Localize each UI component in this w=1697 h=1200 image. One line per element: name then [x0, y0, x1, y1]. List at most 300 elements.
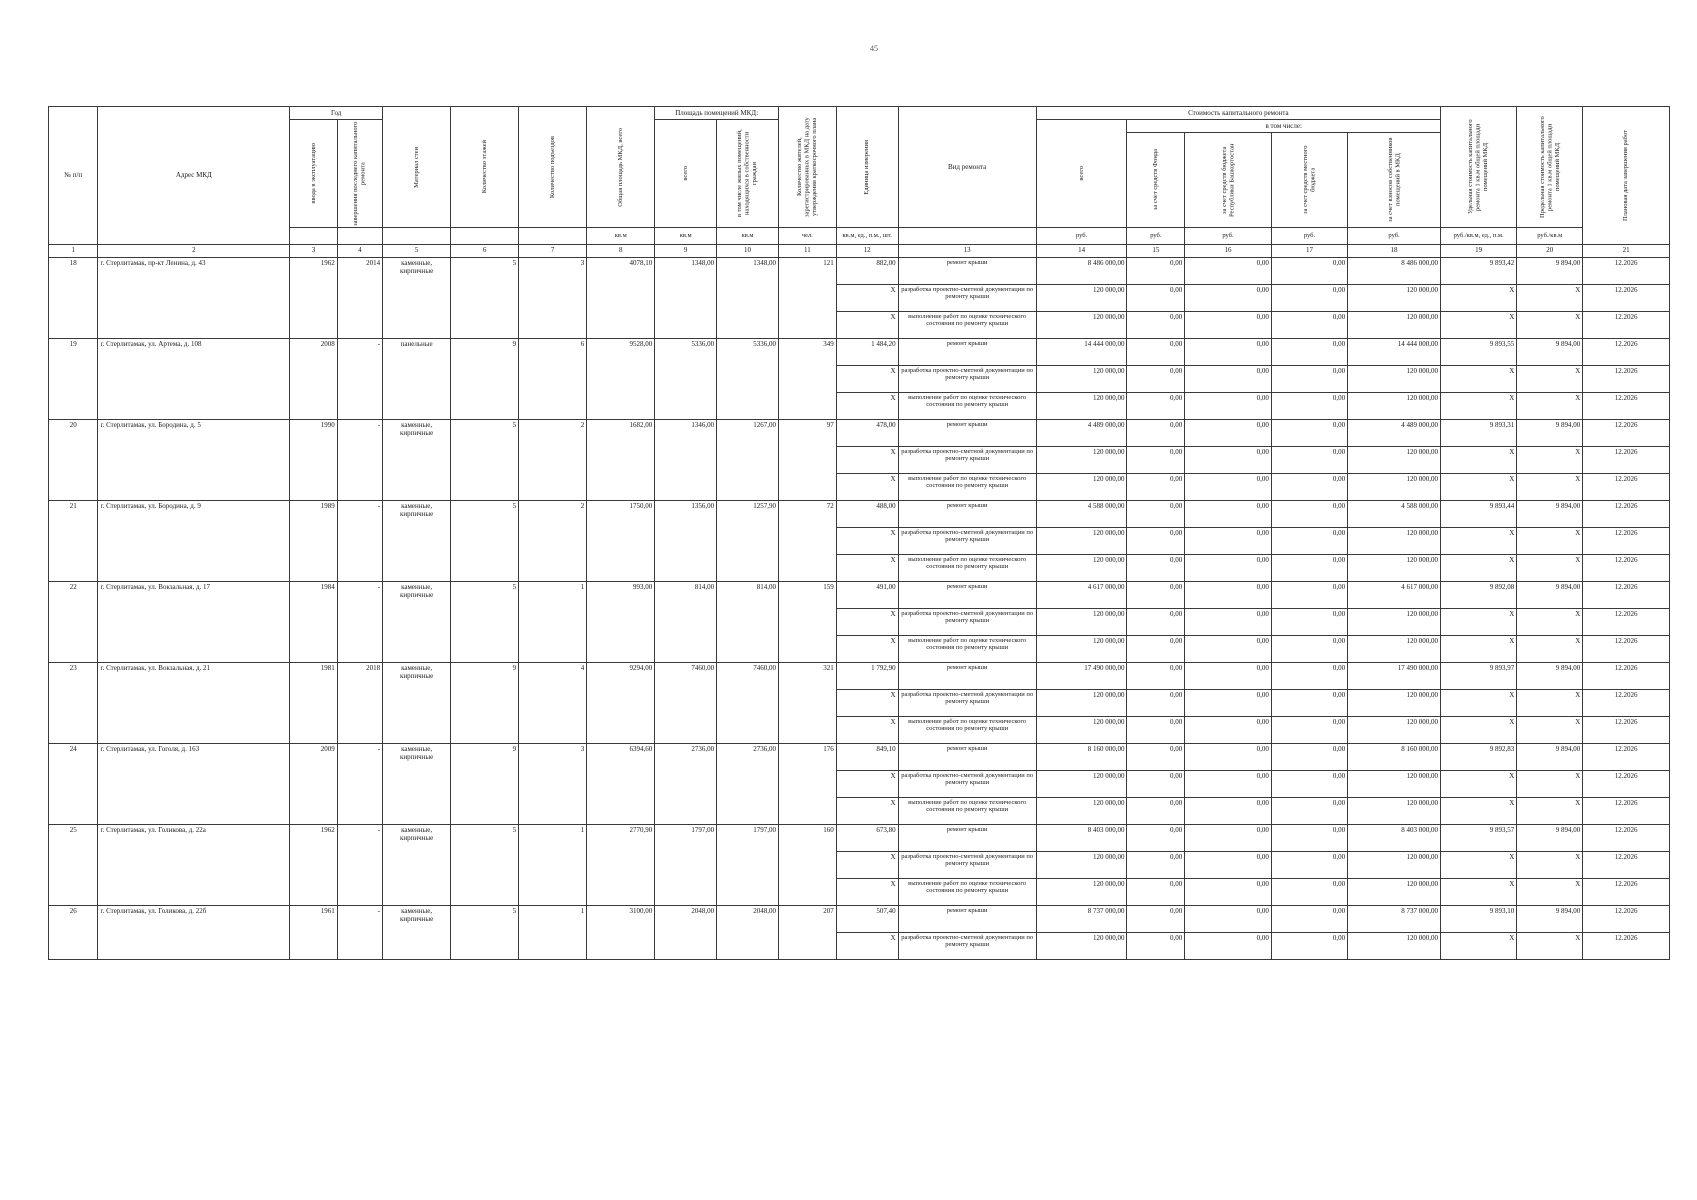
cost-fund: 0,00: [1127, 582, 1185, 609]
cost-total: 120 000,00: [1036, 609, 1127, 636]
wall-material: каменные, кирпичные: [383, 420, 451, 501]
unit-people: чел.: [778, 228, 836, 245]
max-cost: 9 894,00: [1517, 582, 1583, 609]
quantity-x: X: [836, 690, 898, 717]
column-number: 20: [1517, 245, 1583, 258]
cost-fund: 0,00: [1127, 879, 1185, 906]
cost-local: 0,00: [1271, 420, 1347, 447]
cost-fund: 0,00: [1127, 744, 1185, 771]
header-address: Адрес МКД: [98, 107, 290, 245]
total-area: 1750,00: [587, 501, 655, 582]
planned-date: 12.2026: [1583, 744, 1670, 771]
unit-cost-total: руб.: [1036, 228, 1127, 245]
planned-date: 12.2026: [1583, 447, 1670, 474]
cost-owners: 120 000,00: [1348, 933, 1441, 960]
entrances: 1: [519, 825, 587, 906]
residents: 160: [778, 825, 836, 906]
cost-owners: 120 000,00: [1348, 366, 1441, 393]
cost-owners: 8 737 000,00: [1348, 906, 1441, 933]
cost-republic: 0,00: [1185, 771, 1272, 798]
address: г. Стерлитамак, ул. Голикова, д. 22а: [98, 825, 290, 906]
cost-total: 8 737 000,00: [1036, 906, 1127, 933]
planned-date: 12.2026: [1583, 312, 1670, 339]
quantity: 673,80: [836, 825, 898, 852]
max-cost-x: X: [1517, 852, 1583, 879]
total-area: 3100,00: [587, 906, 655, 960]
year-commission: 1984: [290, 582, 337, 663]
area-total: 5336,00: [655, 339, 717, 420]
cost-republic: 0,00: [1185, 528, 1272, 555]
work-type: разработка проектно-сметной документации по ремонту крыши: [898, 366, 1036, 393]
header-year-last-repair: завершения последнего капитального ремонта: [337, 120, 382, 228]
work-type: ремонт крыши: [898, 744, 1036, 771]
work-type: разработка проектно-сметной документации по ремонту крыши: [898, 447, 1036, 474]
cost-owners: 8 160 000,00: [1348, 744, 1441, 771]
entrances: 2: [519, 420, 587, 501]
unit-cost-x: X: [1440, 393, 1516, 420]
cost-total: 4 588 000,00: [1036, 501, 1127, 528]
header-number: № п/п: [49, 107, 98, 245]
total-area: 6394,60: [587, 744, 655, 825]
cost-total: 120 000,00: [1036, 312, 1127, 339]
planned-date: 12.2026: [1583, 879, 1670, 906]
cost-republic: 0,00: [1185, 582, 1272, 609]
cost-fund: 0,00: [1127, 717, 1185, 744]
entrances: 6: [519, 339, 587, 420]
unit-cost-x: X: [1440, 555, 1516, 582]
cost-fund: 0,00: [1127, 771, 1185, 798]
header-max-cost: Предельная стоимость капитального ремонта 1 кв.м общей площади помещений МКД: [1517, 107, 1583, 228]
cost-total: 120 000,00: [1036, 636, 1127, 663]
cost-local: 0,00: [1271, 852, 1347, 879]
column-number: 17: [1271, 245, 1347, 258]
header-year: Год: [290, 107, 383, 120]
quantity-x: X: [836, 528, 898, 555]
header-year-commission: ввода в эксплуатацию: [290, 120, 337, 228]
work-type: разработка проектно-сметной документации по ремонту крыши: [898, 852, 1036, 879]
year-commission: 2008: [290, 339, 337, 420]
address: г. Стерлитамак, ул. Бородина, д. 9: [98, 501, 290, 582]
unit-cost: 9 893,55: [1440, 339, 1516, 366]
cost-fund: 0,00: [1127, 636, 1185, 663]
quantity-x: X: [836, 636, 898, 663]
max-cost-x: X: [1517, 798, 1583, 825]
header-material: Материал стен: [383, 107, 451, 228]
entrances: 3: [519, 744, 587, 825]
cost-fund: 0,00: [1127, 258, 1185, 285]
floors: 5: [451, 501, 519, 582]
year-commission: 1981: [290, 663, 337, 744]
cost-total: 120 000,00: [1036, 771, 1127, 798]
cost-total: 14 444 000,00: [1036, 339, 1127, 366]
address: г. Стерлитамак, пр-кт Ленина, д. 43: [98, 258, 290, 339]
year-last-repair: 2014: [337, 258, 382, 339]
area-living: 814,00: [717, 582, 779, 663]
cost-owners: 120 000,00: [1348, 474, 1441, 501]
area-total: 814,00: [655, 582, 717, 663]
planned-date: 12.2026: [1583, 798, 1670, 825]
cost-fund: 0,00: [1127, 663, 1185, 690]
quantity-x: X: [836, 609, 898, 636]
cost-republic: 0,00: [1185, 393, 1272, 420]
cost-republic: 0,00: [1185, 312, 1272, 339]
unit-cost-x: X: [1440, 312, 1516, 339]
unit-cost-x: X: [1440, 447, 1516, 474]
cost-local: 0,00: [1271, 447, 1347, 474]
entrances: 2: [519, 501, 587, 582]
work-type: выполнение работ по оценке технического состояния по ремонту крыши: [898, 879, 1036, 906]
cost-republic: 0,00: [1185, 474, 1272, 501]
wall-material: панельные: [383, 339, 451, 420]
cost-republic: 0,00: [1185, 663, 1272, 690]
header-area-group: Площадь помещений МКД:: [655, 107, 779, 120]
header-area-total: всего: [655, 120, 717, 228]
wall-material: каменные, кирпичные: [383, 582, 451, 663]
quantity-x: X: [836, 879, 898, 906]
cost-fund: 0,00: [1127, 312, 1185, 339]
max-cost-x: X: [1517, 366, 1583, 393]
cost-total: 120 000,00: [1036, 285, 1127, 312]
cost-owners: 120 000,00: [1348, 798, 1441, 825]
floors: 9: [451, 744, 519, 825]
planned-date: 12.2026: [1583, 582, 1670, 609]
planned-date: 12.2026: [1583, 933, 1670, 960]
quantity-x: X: [836, 852, 898, 879]
cost-total: 120 000,00: [1036, 393, 1127, 420]
work-type: выполнение работ по оценке технического состояния по ремонту крыши: [898, 393, 1036, 420]
cost-fund: 0,00: [1127, 933, 1185, 960]
planned-date: 12.2026: [1583, 285, 1670, 312]
max-cost: 9 894,00: [1517, 906, 1583, 933]
area-living: 5336,00: [717, 339, 779, 420]
column-number-row: [49, 245, 1670, 258]
cost-fund: 0,00: [1127, 447, 1185, 474]
area-living: 1797,00: [717, 825, 779, 906]
cost-local: 0,00: [1271, 744, 1347, 771]
cost-republic: 0,00: [1185, 852, 1272, 879]
quantity-x: X: [836, 393, 898, 420]
cost-local: 0,00: [1271, 501, 1347, 528]
column-number: 10: [717, 245, 779, 258]
quantity: 478,00: [836, 420, 898, 447]
cost-local: 0,00: [1271, 825, 1347, 852]
cost-republic: 0,00: [1185, 825, 1272, 852]
cost-republic: 0,00: [1185, 501, 1272, 528]
column-number: 19: [1440, 245, 1516, 258]
max-cost-x: X: [1517, 474, 1583, 501]
address: г. Стерлитамак, ул. Голикова, д. 22б: [98, 906, 290, 960]
work-type: ремонт крыши: [898, 825, 1036, 852]
residents: 349: [778, 339, 836, 420]
table-row: [49, 825, 1670, 852]
cost-republic: 0,00: [1185, 906, 1272, 933]
cost-local: 0,00: [1271, 285, 1347, 312]
floors: 9: [451, 663, 519, 744]
work-type: ремонт крыши: [898, 663, 1036, 690]
header-unit-cost: Удельная стоимость капитального ремонта 1 кв.м общей площади помещений МКД: [1440, 107, 1516, 228]
cost-owners: 4 588 000,00: [1348, 501, 1441, 528]
work-type: выполнение работ по оценке технического состояния по ремонту крыши: [898, 555, 1036, 582]
quantity: 488,00: [836, 501, 898, 528]
year-last-repair: -: [337, 906, 382, 960]
cost-owners: 120 000,00: [1348, 717, 1441, 744]
cost-total: 120 000,00: [1036, 879, 1127, 906]
entrances: 3: [519, 258, 587, 339]
table-header: [49, 107, 1670, 245]
max-cost-x: X: [1517, 879, 1583, 906]
quantity-x: X: [836, 447, 898, 474]
unit-cost: 9 893,10: [1440, 906, 1516, 933]
cost-republic: 0,00: [1185, 690, 1272, 717]
table-row: [49, 420, 1670, 447]
cost-owners: 120 000,00: [1348, 312, 1441, 339]
cost-fund: 0,00: [1127, 690, 1185, 717]
header-area-living: в том числе жилых помещений, находящихся в собственности граждан: [717, 120, 779, 228]
table-row: [49, 663, 1670, 690]
cost-owners: 8 486 000,00: [1348, 258, 1441, 285]
unit-cost: 9 892,83: [1440, 744, 1516, 771]
cost-owners: 4 617 000,00: [1348, 582, 1441, 609]
cost-fund: 0,00: [1127, 798, 1185, 825]
residents: 121: [778, 258, 836, 339]
quantity: 507,40: [836, 906, 898, 933]
quantity: 1 792,90: [836, 663, 898, 690]
max-cost-x: X: [1517, 771, 1583, 798]
residents: 159: [778, 582, 836, 663]
cost-local: 0,00: [1271, 609, 1347, 636]
floors: 9: [451, 339, 519, 420]
cost-owners: 120 000,00: [1348, 555, 1441, 582]
max-cost-x: X: [1517, 933, 1583, 960]
year-last-repair: -: [337, 420, 382, 501]
residents: 176: [778, 744, 836, 825]
row-number: 24: [49, 744, 98, 825]
cost-owners: 4 489 000,00: [1348, 420, 1441, 447]
year-last-repair: -: [337, 825, 382, 906]
work-type: выполнение работ по оценке технического состояния по ремонту крыши: [898, 798, 1036, 825]
cost-local: 0,00: [1271, 879, 1347, 906]
cost-total: 120 000,00: [1036, 852, 1127, 879]
cost-owners: 120 000,00: [1348, 879, 1441, 906]
wall-material: каменные, кирпичные: [383, 744, 451, 825]
planned-date: 12.2026: [1583, 339, 1670, 366]
address: г. Стерлитамак, ул. Артема, д. 108: [98, 339, 290, 420]
column-number: 12: [836, 245, 898, 258]
work-type: ремонт крыши: [898, 258, 1036, 285]
quantity-x: X: [836, 798, 898, 825]
work-type: ремонт крыши: [898, 582, 1036, 609]
cost-local: 0,00: [1271, 906, 1347, 933]
planned-date: 12.2026: [1583, 474, 1670, 501]
residents: 72: [778, 501, 836, 582]
cost-local: 0,00: [1271, 528, 1347, 555]
column-number: 8: [587, 245, 655, 258]
quantity: 491,00: [836, 582, 898, 609]
table-body: [49, 245, 1670, 960]
unit-cost-republic: руб.: [1185, 228, 1272, 245]
header-cost-total: всего: [1036, 120, 1127, 228]
unit-cost-x: X: [1440, 636, 1516, 663]
floors: 5: [451, 258, 519, 339]
cost-local: 0,00: [1271, 582, 1347, 609]
cost-owners: 120 000,00: [1348, 528, 1441, 555]
column-number: 4: [337, 245, 382, 258]
max-cost-x: X: [1517, 690, 1583, 717]
unit-cost-x: X: [1440, 852, 1516, 879]
unit-cost-x: X: [1440, 933, 1516, 960]
max-cost-x: X: [1517, 717, 1583, 744]
year-commission: 1990: [290, 420, 337, 501]
column-number: 11: [778, 245, 836, 258]
quantity: 1 484,20: [836, 339, 898, 366]
year-last-repair: -: [337, 339, 382, 420]
unit-cost-x: X: [1440, 690, 1516, 717]
row-number: 19: [49, 339, 98, 420]
header-planned-date: Плановая дата завершения работ: [1583, 107, 1670, 245]
cost-republic: 0,00: [1185, 366, 1272, 393]
cost-total: 17 490 000,00: [1036, 663, 1127, 690]
unit-cost-fund: руб.: [1127, 228, 1185, 245]
column-number: 16: [1185, 245, 1272, 258]
wall-material: каменные, кирпичные: [383, 663, 451, 744]
area-living: 7460,00: [717, 663, 779, 744]
cost-total: 120 000,00: [1036, 366, 1127, 393]
cost-republic: 0,00: [1185, 555, 1272, 582]
cost-republic: 0,00: [1185, 717, 1272, 744]
column-number: 14: [1036, 245, 1127, 258]
planned-date: 12.2026: [1583, 609, 1670, 636]
cost-fund: 0,00: [1127, 852, 1185, 879]
unit-cost-local: руб.: [1271, 228, 1347, 245]
cost-republic: 0,00: [1185, 933, 1272, 960]
cost-owners: 120 000,00: [1348, 852, 1441, 879]
area-total: 1797,00: [655, 825, 717, 906]
cost-owners: 120 000,00: [1348, 285, 1441, 312]
year-commission: 1962: [290, 825, 337, 906]
cost-local: 0,00: [1271, 933, 1347, 960]
work-type: ремонт крыши: [898, 906, 1036, 933]
header-unit: Единица измерения: [836, 107, 898, 228]
year-commission: 1961: [290, 906, 337, 960]
row-number: 21: [49, 501, 98, 582]
cost-local: 0,00: [1271, 366, 1347, 393]
area-living: 1267,00: [717, 420, 779, 501]
cost-republic: 0,00: [1185, 636, 1272, 663]
unit-cost-x: X: [1440, 366, 1516, 393]
residents: 321: [778, 663, 836, 744]
cost-fund: 0,00: [1127, 285, 1185, 312]
planned-date: 12.2026: [1583, 771, 1670, 798]
header-total-area: Общая площадь МКД, всего: [587, 107, 655, 228]
max-cost: 9 894,00: [1517, 258, 1583, 285]
total-area: 993,00: [587, 582, 655, 663]
cost-owners: 120 000,00: [1348, 690, 1441, 717]
wall-material: каменные, кирпичные: [383, 501, 451, 582]
row-number: 22: [49, 582, 98, 663]
cost-owners: 120 000,00: [1348, 636, 1441, 663]
column-number: 1: [49, 245, 98, 258]
year-last-repair: -: [337, 582, 382, 663]
column-number: 15: [1127, 245, 1185, 258]
quantity-x: X: [836, 312, 898, 339]
planned-date: 12.2026: [1583, 393, 1670, 420]
work-type: выполнение работ по оценке технического состояния по ремонту крыши: [898, 312, 1036, 339]
planned-date: 12.2026: [1583, 825, 1670, 852]
cost-fund: 0,00: [1127, 393, 1185, 420]
cost-total: 120 000,00: [1036, 447, 1127, 474]
cost-local: 0,00: [1271, 690, 1347, 717]
cost-total: 120 000,00: [1036, 798, 1127, 825]
cost-total: 120 000,00: [1036, 528, 1127, 555]
header-residents: Количество жителей, зарегистрированных в МКД на дату утверждения краткосрочного плана: [778, 107, 836, 228]
planned-date: 12.2026: [1583, 555, 1670, 582]
planned-date: 12.2026: [1583, 636, 1670, 663]
work-type: выполнение работ по оценке технического состояния по ремонту крыши: [898, 474, 1036, 501]
cost-total: 8 160 000,00: [1036, 744, 1127, 771]
max-cost-x: X: [1517, 285, 1583, 312]
cost-republic: 0,00: [1185, 420, 1272, 447]
table-row: [49, 906, 1670, 933]
work-type: разработка проектно-сметной документации по ремонту крыши: [898, 285, 1036, 312]
work-type: разработка проектно-сметной документации по ремонту крыши: [898, 690, 1036, 717]
table-row: [49, 501, 1670, 528]
table-row: [49, 339, 1670, 366]
max-cost-x: X: [1517, 393, 1583, 420]
floors: 5: [451, 582, 519, 663]
cost-republic: 0,00: [1185, 879, 1272, 906]
work-type: выполнение работ по оценке технического состояния по ремонту крыши: [898, 717, 1036, 744]
area-living: 1348,00: [717, 258, 779, 339]
cost-fund: 0,00: [1127, 501, 1185, 528]
unit-cost: 9 893,44: [1440, 501, 1516, 528]
cost-republic: 0,00: [1185, 744, 1272, 771]
header-entrances: Количество подъездов: [519, 107, 587, 228]
column-number: 18: [1348, 245, 1441, 258]
unit-cost: 9 893,57: [1440, 825, 1516, 852]
cost-total: 120 000,00: [1036, 555, 1127, 582]
cost-local: 0,00: [1271, 312, 1347, 339]
cost-fund: 0,00: [1127, 339, 1185, 366]
cost-fund: 0,00: [1127, 528, 1185, 555]
area-total: 1348,00: [655, 258, 717, 339]
address: г. Стерлитамак, ул. Гоголя, д. 163: [98, 744, 290, 825]
cost-local: 0,00: [1271, 663, 1347, 690]
header-cost-local: за счет средств местного бюджета: [1271, 133, 1347, 228]
row-number: 18: [49, 258, 98, 339]
cost-republic: 0,00: [1185, 798, 1272, 825]
header-cost-owners: за счет взносов собственников помещений в МКД: [1348, 133, 1441, 228]
table-row: [49, 744, 1670, 771]
column-number: 13: [898, 245, 1036, 258]
unit-total-area: кв.м: [587, 228, 655, 245]
residents: 97: [778, 420, 836, 501]
cost-republic: 0,00: [1185, 285, 1272, 312]
total-area: 4078,10: [587, 258, 655, 339]
cost-local: 0,00: [1271, 771, 1347, 798]
year-commission: 1989: [290, 501, 337, 582]
area-living: 1257,90: [717, 501, 779, 582]
row-number: 20: [49, 420, 98, 501]
work-type: ремонт крыши: [898, 501, 1036, 528]
area-total: 1356,00: [655, 501, 717, 582]
cost-republic: 0,00: [1185, 258, 1272, 285]
row-number: 26: [49, 906, 98, 960]
cost-fund: 0,00: [1127, 366, 1185, 393]
cost-local: 0,00: [1271, 717, 1347, 744]
cost-fund: 0,00: [1127, 906, 1185, 933]
address: г. Стерлитамак, ул. Вокзальная, д. 21: [98, 663, 290, 744]
cost-owners: 120 000,00: [1348, 393, 1441, 420]
